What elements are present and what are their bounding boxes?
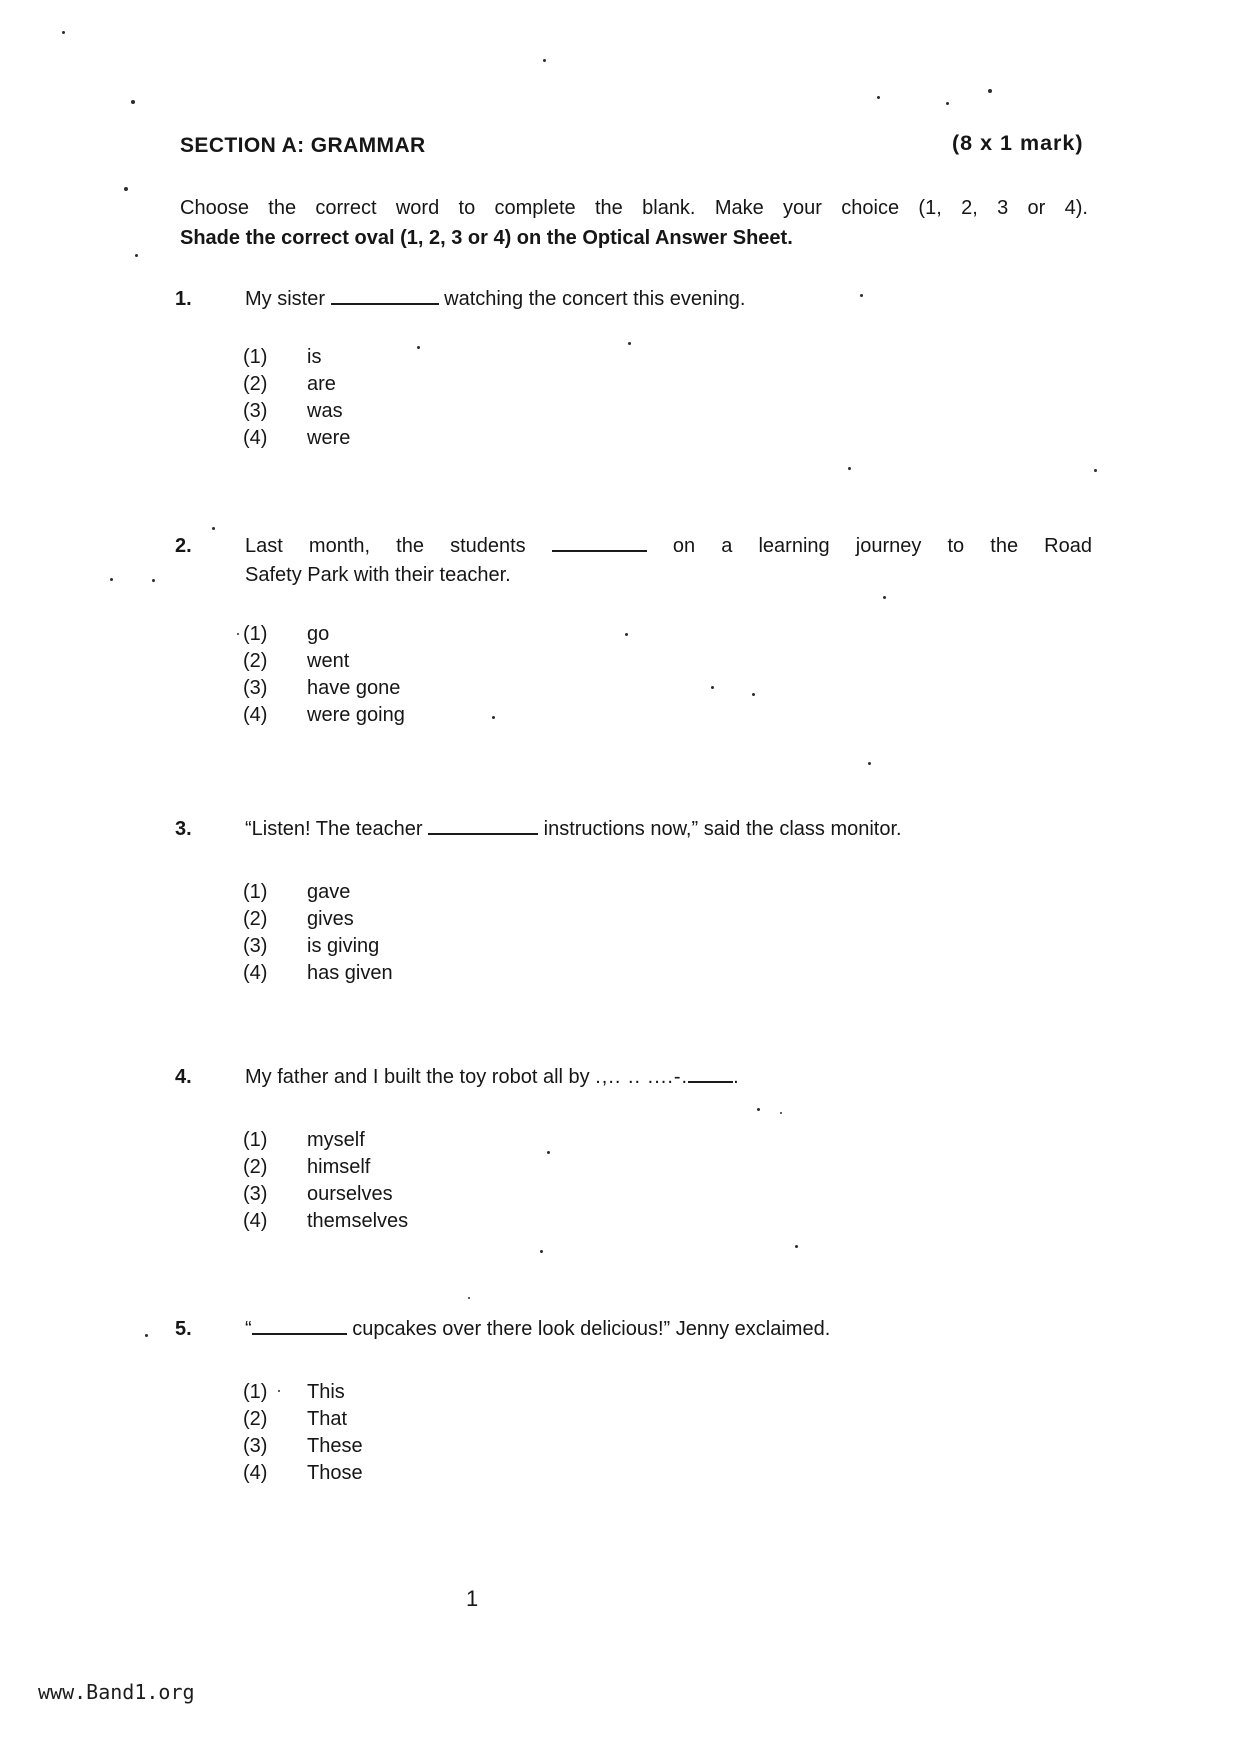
option-number: (1) [243, 1381, 268, 1403]
option-label: gave [307, 881, 351, 903]
option-row [243, 1154, 1092, 1181]
scan-speck [492, 716, 495, 719]
question-text-before: “ [245, 1318, 252, 1340]
question-text-after: watching the concert this evening. [444, 288, 746, 310]
option-row [243, 648, 1092, 675]
option-number: (4) [243, 427, 268, 449]
option-label: is [307, 346, 322, 368]
option-number: (1) [243, 623, 268, 645]
question-text-before: My sister [245, 288, 325, 310]
option-number: (2) [243, 650, 268, 672]
option-row [243, 1406, 1092, 1433]
option-row [243, 960, 1092, 987]
scan-speck [468, 1297, 470, 1299]
question-text-before: “Listen! The teacher [245, 818, 423, 840]
option-label: went [307, 650, 350, 672]
scan-speck [848, 467, 851, 470]
option-row [243, 879, 1092, 906]
answer-blank [552, 538, 647, 552]
question-text-after: instructions now,” said the class monitor. [543, 818, 902, 840]
option-number: (4) [243, 704, 268, 726]
option-row [243, 675, 1092, 702]
option-row [243, 906, 1092, 933]
scan-speck [877, 96, 880, 99]
answer-blank [428, 821, 538, 835]
option-label: is giving [307, 935, 380, 957]
answer-blank [252, 1321, 347, 1335]
option-number: (2) [243, 1156, 268, 1178]
option-label: are [307, 373, 336, 395]
option-number: (1) [243, 1129, 268, 1151]
option-number: (3) [243, 1183, 268, 1205]
scan-speck [628, 342, 631, 345]
scan-speck [135, 254, 138, 257]
scan-speck [152, 579, 155, 582]
option-row [243, 398, 1092, 425]
scan-speck [278, 1390, 280, 1392]
scan-speck [145, 1334, 148, 1337]
question-5 [175, 1315, 1092, 1487]
scan-speck [547, 1151, 550, 1154]
option-label: These [307, 1435, 363, 1457]
instructions [180, 193, 1088, 253]
question-text-after: . [733, 1066, 739, 1088]
option-row [243, 1127, 1092, 1154]
question-text [245, 285, 1092, 314]
option-number: (1) [243, 881, 268, 903]
option-row [243, 1181, 1092, 1208]
question-text-after: on a learning journey to the Road [672, 535, 1092, 557]
option-row [243, 1433, 1092, 1460]
instructions-line2: Shade the correct oval (1, 2, 3 or 4) on the Optical Answer Sheet. [180, 227, 793, 249]
option-label: myself [307, 1129, 365, 1151]
option-number: (3) [243, 935, 268, 957]
option-number: (3) [243, 400, 268, 422]
scan-speck [417, 346, 420, 349]
question-1 [175, 285, 1092, 452]
option-label: Those [307, 1462, 363, 1484]
question-3 [175, 815, 1092, 987]
scan-speck [868, 762, 871, 765]
scan-speck [124, 187, 128, 191]
answer-blank [331, 291, 439, 305]
option-label: were [307, 427, 351, 449]
option-number: (3) [243, 677, 268, 699]
options-list [243, 1379, 1092, 1487]
question-2 [175, 532, 1092, 729]
option-number: (4) [243, 1462, 268, 1484]
answer-blank [688, 1069, 733, 1083]
option-label: go [307, 623, 330, 645]
footer-url: www.Band1.org [38, 1680, 195, 1704]
option-label: gives [307, 908, 354, 930]
scan-speck [752, 693, 755, 696]
question-text [245, 815, 1092, 844]
option-label: ourselves [307, 1183, 393, 1205]
scan-speck [62, 31, 65, 34]
scan-speck [883, 596, 886, 599]
scan-speck [780, 1112, 782, 1114]
scan-speck [757, 1108, 760, 1111]
question-4 [175, 1063, 1092, 1235]
options-list [243, 344, 1092, 452]
question-line-2: Safety Park with their teacher. [245, 564, 511, 586]
option-label: themselves [307, 1210, 409, 1232]
option-number: (4) [243, 1210, 268, 1232]
question-text-before: Last month, the students [245, 535, 526, 557]
option-number: (2) [243, 1408, 268, 1430]
question-number: 3. [175, 818, 192, 840]
question-text-after: cupcakes over there look delicious!” Jenny exclaimed. [352, 1318, 831, 1340]
dotted-blank: .,.. .. ....-. [595, 1066, 689, 1088]
page-number: 1 [466, 1586, 479, 1611]
option-row [243, 344, 1092, 371]
question-text [245, 532, 1092, 590]
scan-speck [711, 686, 714, 689]
section-title: SECTION A: GRAMMAR [180, 134, 426, 157]
option-label: That [307, 1408, 348, 1430]
option-row [243, 621, 1092, 648]
question-number: 5. [175, 1318, 192, 1340]
question-text [245, 1063, 1092, 1092]
option-label: has given [307, 962, 393, 984]
question-text-before: My father and I built the toy robot all by [245, 1066, 590, 1088]
scan-speck [237, 633, 239, 635]
option-number: (4) [243, 962, 268, 984]
scan-speck [540, 1250, 543, 1253]
option-number: (3) [243, 1435, 268, 1457]
option-row [243, 371, 1092, 398]
question-number: 4. [175, 1066, 192, 1088]
question-line-1 [245, 532, 1092, 561]
instructions-line1: Choose the correct word to complete the blank. Make your choice (1, 2, 3 or 4). [180, 197, 1088, 219]
scan-speck [946, 102, 949, 105]
option-label: This [307, 1381, 345, 1403]
option-label: was [307, 400, 343, 422]
option-row [243, 425, 1092, 452]
scan-speck [131, 100, 135, 104]
option-row [243, 702, 1092, 729]
question-text [245, 1315, 1092, 1344]
options-list [243, 879, 1092, 987]
option-row [243, 933, 1092, 960]
option-number: (2) [243, 908, 268, 930]
question-number: 2. [175, 535, 192, 557]
scan-speck [988, 89, 992, 93]
scan-speck [212, 527, 215, 530]
option-number: (2) [243, 373, 268, 395]
option-label: himself [307, 1156, 371, 1178]
option-label: have gone [307, 677, 401, 699]
scan-speck [860, 294, 863, 297]
marks-label: (8 x 1 mark) [952, 131, 1084, 155]
option-row [243, 1208, 1092, 1235]
scan-speck [110, 578, 113, 581]
scan-speck [543, 59, 546, 62]
scan-speck [625, 633, 628, 636]
options-list [243, 621, 1092, 729]
option-number: (1) [243, 346, 268, 368]
question-number: 1. [175, 288, 192, 310]
option-row [243, 1379, 1092, 1406]
scan-speck [1094, 469, 1097, 472]
option-row [243, 1460, 1092, 1487]
scan-speck [795, 1245, 798, 1248]
option-label: were going [307, 704, 405, 726]
options-list [243, 1127, 1092, 1235]
